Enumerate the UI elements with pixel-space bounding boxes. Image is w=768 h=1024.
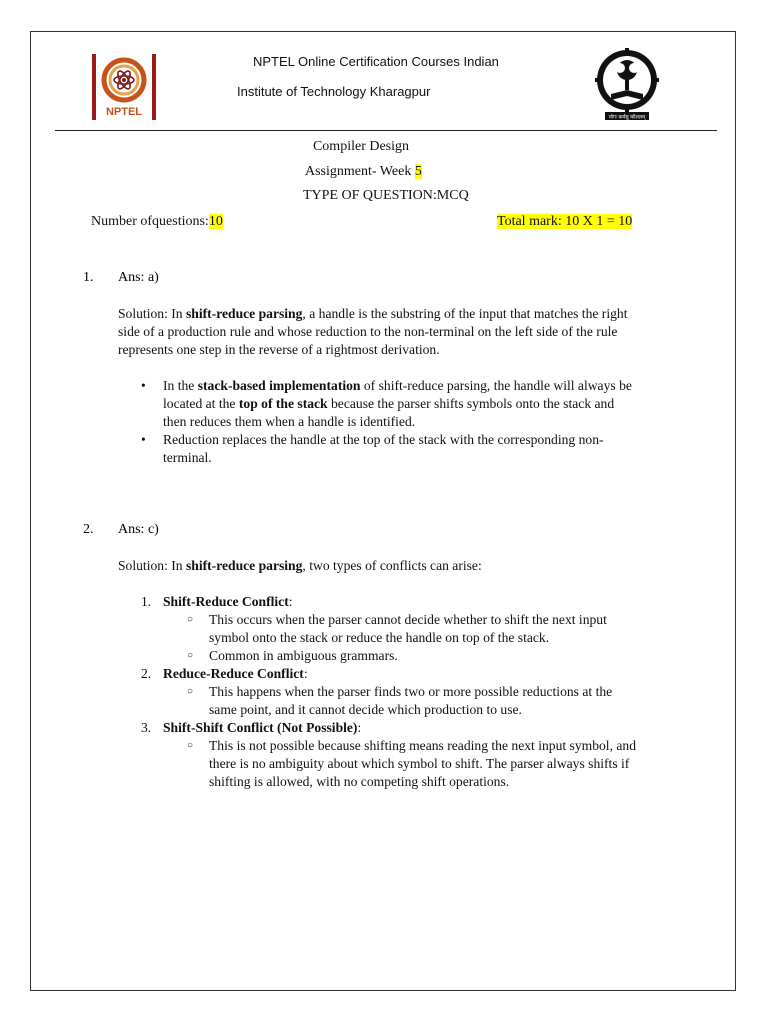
q2-sol-term: shift-reduce parsing [185,558,303,573]
q1-b2-line2: terminal. [163,450,212,465]
q1-sol-label: Solution: In [118,306,186,321]
q2-i3-s1-l2: there is no ambiguity about which symbol to shift. The parser always shifts if [209,756,630,771]
assignment-week-number: 5 [414,164,422,179]
q1-b1-term: stack-based implementation [197,378,361,393]
circle-bullet-icon: ○ [187,740,194,751]
course-title: Compiler Design [312,139,410,154]
q2-item-3-sub-1 [141,737,721,791]
q1-answer: Ans: a) [118,270,159,285]
q1-bullet-list [141,377,721,467]
q2-i2-s1-l2: same point, and it cannot decide which production to use. [209,702,522,717]
q2-item-2-suffix: : [303,666,308,681]
q2-item-1-sub-2 [141,647,721,665]
q2-item-2-num: 2. [141,666,152,681]
q2-i1-s2-l1: Common in ambiguous grammars. [209,648,398,663]
q1-bullet-1 [141,377,721,431]
assignment-week-prefix: Assignment- Week [305,164,415,179]
q2-item-1-title: Shift-Reduce Conflict [163,594,289,609]
q2-item-3-num: 3. [141,720,152,735]
q2-conflict-list [141,593,721,791]
q2-solution [118,557,718,575]
q2-i3-s1-l3: shifting is allowed, with no competing shift operations. [209,774,510,789]
iit-kharagpur-logo [591,46,663,124]
q2-item-1-sub-1 [141,611,721,647]
nptel-logo-text: NPTEL [105,106,143,118]
q2-item-1-num: 1. [141,594,152,609]
number-of-questions [91,214,223,230]
q1-b1-line2 [163,395,721,413]
num-questions-label: Number ofquestions: [91,214,209,229]
q2-sol-rest: , two types of conflicts can arise: [302,558,482,573]
header-line-2: Institute of Technology Kharagpur [237,84,431,99]
num-questions-value: 10 [208,214,223,229]
q2-item-3 [141,719,721,737]
q1-number: 1. [83,270,94,285]
q1-sol-line3: represents one step in the reverse of a rightmost derivation. [118,342,440,357]
q2-i3-s1-l1: This is not possible because shifting means reading the next input symbol, and [209,738,637,753]
q1-b1-line2-rest: because the parser shifts symbols onto the stack and [327,396,615,411]
document-page [30,31,736,991]
q1-b1-pre: In the [163,378,198,393]
nptel-logo [91,52,157,122]
q2-item-3-title: Shift-Shift Conflict (Not Possible) [163,720,358,735]
circle-bullet-icon: ○ [187,650,194,661]
q1-b2-line1: Reduction replaces the handle at the top of the stack with the corresponding non- [163,432,604,447]
q1-sol-term: shift-reduce parsing [185,306,303,321]
q2-item-2-sub-1 [141,683,721,719]
q1-sol-line1-rest: , a handle is the substring of the input that matches the right [302,306,628,321]
q2-item-1-suffix: : [288,594,293,609]
q1-solution [118,305,718,359]
q2-answer: Ans: c) [118,522,159,537]
bullet-dot-icon: • [141,432,146,447]
q1-b1-line2-term: top of the stack [238,396,328,411]
total-mark-text: Total mark: 10 X 1 = 10 [497,214,633,229]
header-divider [55,130,717,131]
q2-item-1 [141,593,721,611]
q2-item-3-suffix: : [357,720,362,735]
q2-sol-label: Solution: In [118,558,186,573]
circle-bullet-icon: ○ [187,686,194,697]
q2-i2-s1-l1: This happens when the parser finds two or more possible reductions at the [209,684,613,699]
q2-item-2-title: Reduce-Reduce Conflict [163,666,304,681]
question-type: TYPE OF QUESTION:MCQ [303,188,469,203]
q1-b1-line2-pre: located at the [163,396,239,411]
q2-number: 2. [83,522,94,537]
iit-logo-motto: योगः कर्मसु कौशलम् [608,114,646,121]
assignment-week [305,164,422,180]
q1-sol-line1 [118,305,718,323]
q1-b1-line1-rest: of shift-reduce parsing, the handle will always be [360,378,632,393]
q2-i1-s1-l2: symbol onto the stack or reduce the handle on top of the stack. [209,630,550,645]
total-mark [497,214,632,230]
circle-bullet-icon: ○ [187,614,194,625]
q2-i1-s1-l1: This occurs when the parser cannot decide whether to shift the next input [209,612,607,627]
q1-b1-line3: then reduces them when a handle is identified. [163,414,416,429]
header-line-1: NPTEL Online Certification Courses Indian [253,54,499,69]
bullet-dot-icon: • [141,378,146,393]
q1-sol-line2: side of a production rule and whose reduction to the non-terminal on the left side of the rule [118,324,618,339]
q1-bullet-2 [141,431,721,467]
q2-item-2 [141,665,721,683]
q1-b1-line1 [163,377,721,395]
